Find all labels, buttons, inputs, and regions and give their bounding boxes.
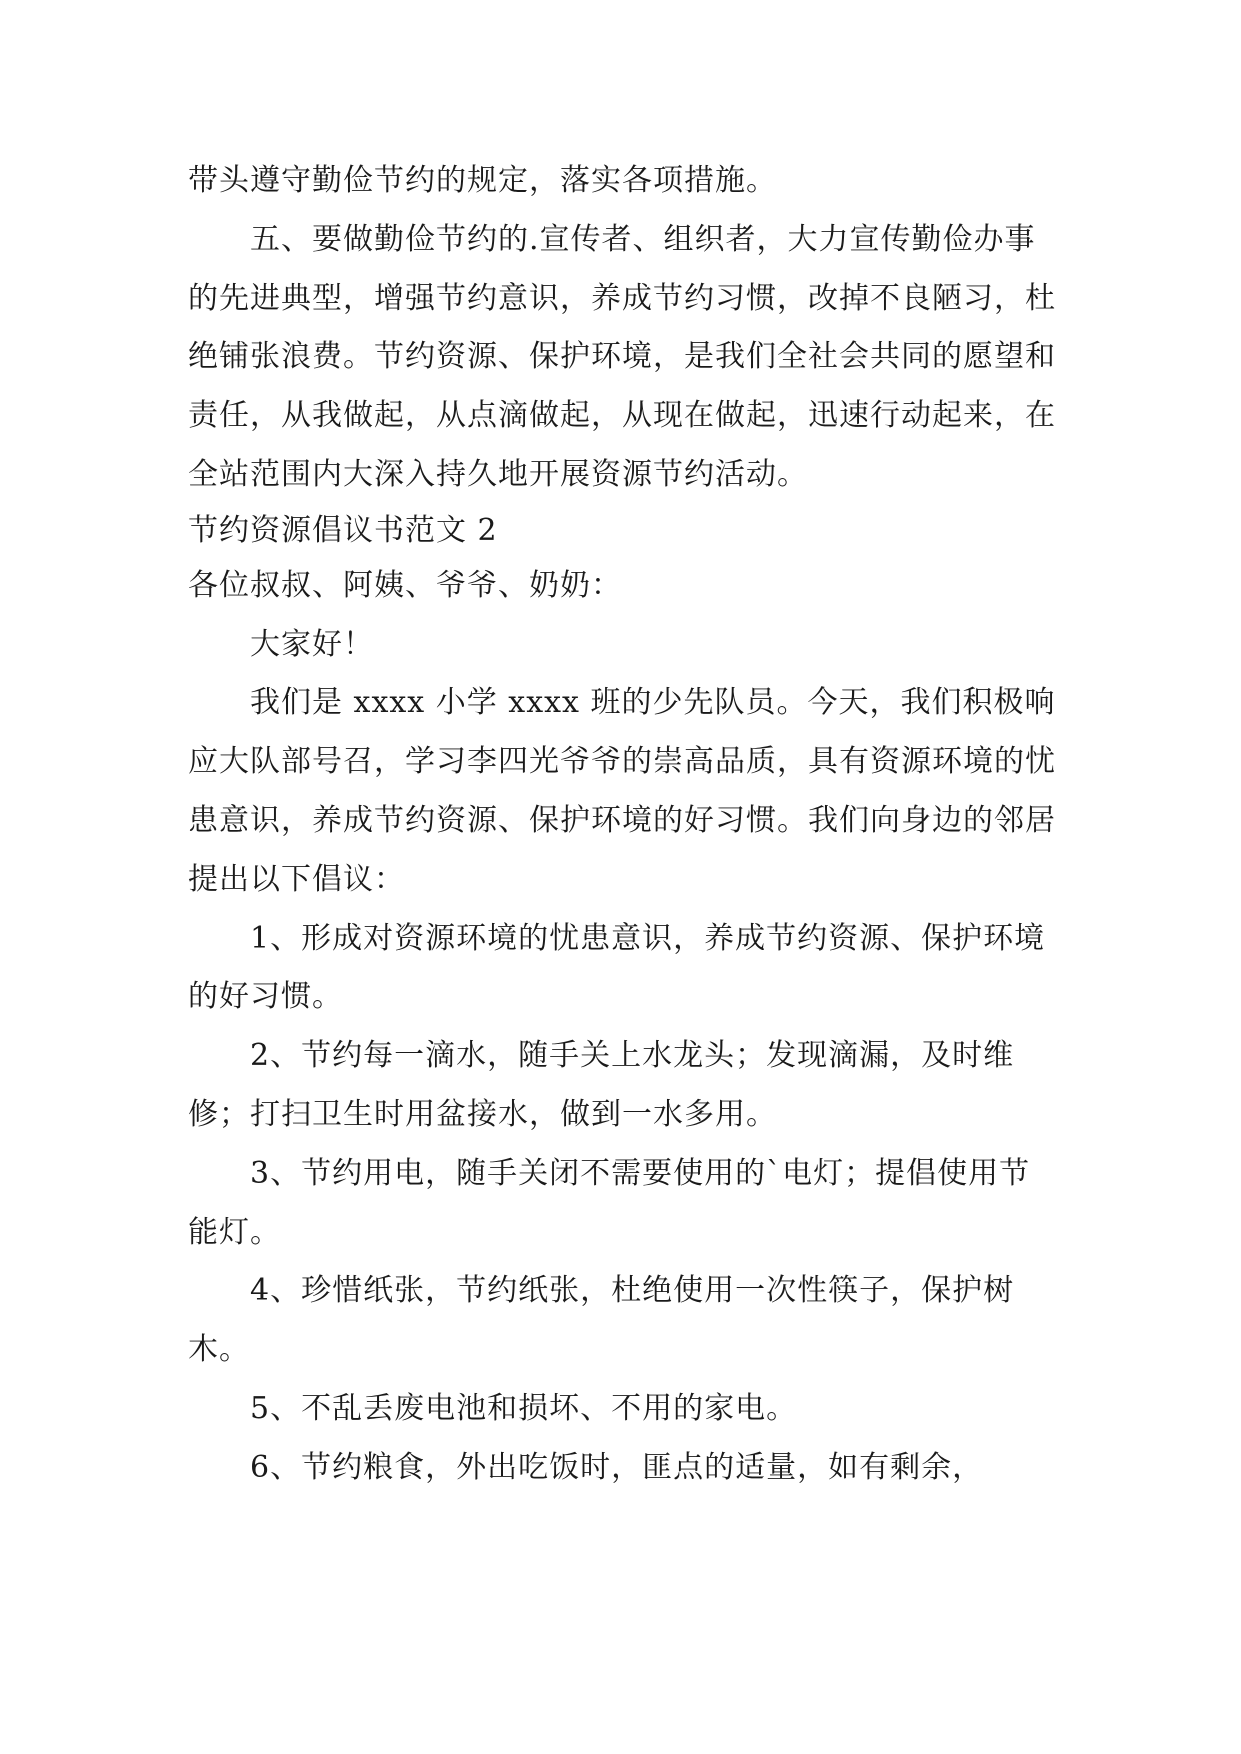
list-item-4: 4、珍惜纸张，节约纸张，杜绝使用一次性筷子，保护树木。 <box>188 1273 1015 1368</box>
paragraph-item-five: 五、要做勤俭节约的.宣传者、组织者，大力宣传勤俭办事的先进典型，增强节约意识，养成节约习惯，改掉不良陋习，杜绝铺张浪费。节约资源、保护环境，是我们全社会共同的愿望和责任，从我做起，从点滴做起，从现在做起，迅速行动起来，在全站范围内大深入持久地开展资源节约活动。 <box>188 221 1056 492</box>
list-item-5: 5、不乱丢废电池和损坏、不用的家电。 <box>250 1390 798 1426</box>
list-item-3: 3、节约用电，随手关闭不需要使用的`电灯；提倡使用节能灯。 <box>188 1155 1031 1250</box>
section-heading: 节约资源倡议书范文 2 <box>188 512 498 548</box>
salutation: 各位叔叔、阿姨、爷爷、奶奶： <box>188 567 622 603</box>
paragraph-continuation: 带头遵守勤俭节约的规定，落实各项措施。 <box>188 163 777 198</box>
list-item-6: 6、节约粮食，外出吃饭时，匪点的适量，如有剩余， <box>250 1449 984 1485</box>
greeting: 大家好！ <box>250 626 374 662</box>
list-item-1: 1、形成对资源环境的忧患意识，养成节约资源、保护环境的好习惯。 <box>188 920 1046 1015</box>
document-body <box>188 152 1058 1498</box>
list-item-2: 2、节约每一滴水，随手关上水龙头；发现滴漏，及时维修；打扫卫生时用盆接水，做到一水多用。 <box>188 1038 1015 1132</box>
paragraph-intro: 我们是 xxxx 小学 xxxx 班的少先队员。今天，我们积极响应大队部号召，学习李四光爷爷的崇高品质，具有资源环境的忧患意识，养成节约资源、保护环境的好习惯。我们向身边的邻居提出以下倡议： <box>188 685 1056 897</box>
